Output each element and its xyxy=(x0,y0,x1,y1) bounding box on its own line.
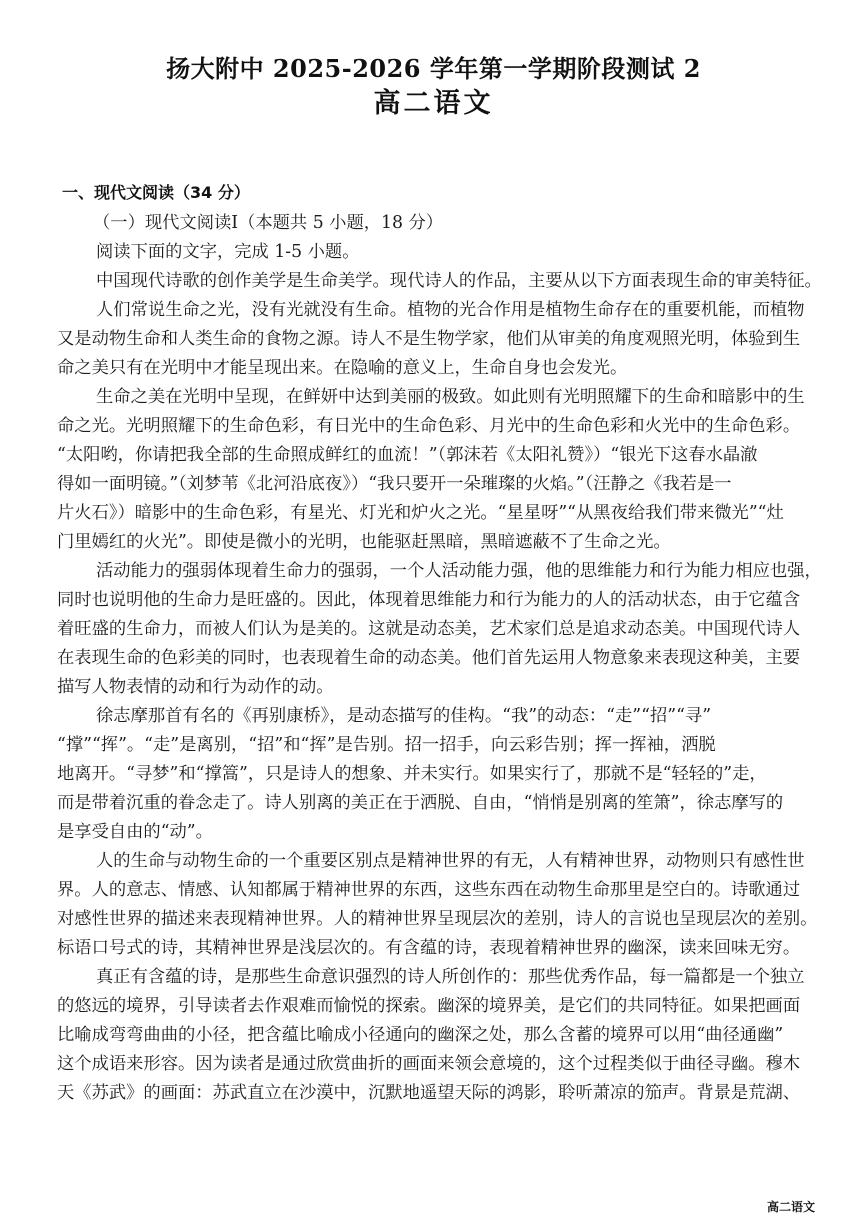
passage-line: 天《苏武》的画面：苏武直立在沙漠中，沉默地遥望天际的鸿影，聆听萧凉的笳声。背景是荒湖、 xyxy=(57,1083,801,1103)
exam-subject: 高二语文 xyxy=(373,88,494,119)
title-block xyxy=(0,52,867,122)
passage-line: 地离开。“寻梦”和“撑篙”，只是诗人的想象、并未实行。如果实行了，那就不是“轻轻的”走， xyxy=(57,764,767,784)
sub-section-heading: （一）现代文阅读Ⅰ（本题共 5 小题，18 分） xyxy=(93,213,444,233)
passage-line: 对感性世界的描述来表现精神世界。人的精神世界呈现层次的差别，诗人的言说也呈现层次的差别。 xyxy=(57,909,818,929)
passage-line: 在表现生命的色彩美的同时，也表现着生命的动态美。他们首先运用人物意象来表现这种美，主要 xyxy=(57,648,801,668)
passage-line: 而是带着沉重的眷念走了。诗人别离的美正在于洒脱、自由，“悄悄是别离的笙箫”，徐志摩写的 xyxy=(57,793,784,813)
passage-line: 同时也说明他的生命力是旺盛的。因此，体现着思维能力和行为能力的人的活动状态，由于它蕴含 xyxy=(57,590,801,610)
passage-line: 又是动物生命和人类生命的食物之源。诗人不是生物学家，他们从审美的角度观照光明，体验到生 xyxy=(57,329,801,349)
passage-line: 活动能力的强弱体现着生命力的强弱，一个人活动能力强，他的思维能力和行为能力相应也强， xyxy=(96,561,822,581)
passage-line: 中国现代诗歌的创作美学是生命美学。现代诗人的作品，主要从以下方面表现生命的审美特征。 xyxy=(96,271,822,291)
passage-line: 着旺盛的生命力，而被人们认为是美的。这就是动态美，艺术家们总是追求动态美。中国现代诗人 xyxy=(57,619,801,639)
reading-instruction: 阅读下面的文字，完成 1-5 小题。 xyxy=(96,242,360,262)
page-footer-label: 高二语文 xyxy=(766,1200,815,1214)
passage-line: 徐志摩那首有名的《再别康桥》，是动态描写的佳构。“我”的动态：“走”“招”“寻” xyxy=(96,706,712,726)
passage-line: 人们常说生命之光，没有光就没有生命。植物的光合作用是植物生命存在的重要机能，而植物 xyxy=(96,300,805,320)
passage-line: 描写人物表情的动和行为动作的动。 xyxy=(57,677,334,697)
passage-line: “撑”“挥”。“走”是离别，“招”和“挥”是告别。招一招手，向云彩告别；挥一挥袖，洒脱 xyxy=(57,735,716,755)
passage-line: 比喻成弯弯曲曲的小径，把含蕴比喻成小径通向的幽深之处，那么含蓄的境界可以用“曲径通幽” xyxy=(57,1025,784,1045)
passage-line: 标语口号式的诗，其精神世界是浅层次的。有含蕴的诗，表现着精神世界的幽深，读来回味无穷。 xyxy=(57,938,801,958)
passage-line: 命之美只有在光明中才能呈现出来。在隐喻的意义上，生命自身也会发光。 xyxy=(57,358,628,378)
passage-line: 片火石》）暗影中的生命色彩，有星光、灯光和炉火之光。“星星呀”“从黑夜给我们带来微光”“灶 xyxy=(57,503,784,523)
passage-line: 的悠远的境界，引导读者去作艰难而愉悦的探索。幽深的境界美，是它们的共同特征。如果把画面 xyxy=(57,996,801,1016)
passage-line: 命之光。光明照耀下的生命色彩，有日光中的生命色彩、月光中的生命色彩和火光中的生命色彩。 xyxy=(57,416,801,436)
passage-line: 是享受自由的“动”。 xyxy=(57,822,213,842)
passage-line: 生命之美在光明中呈现，在鲜妍中达到美丽的极致。如此则有光明照耀下的生命和暗影中的生 xyxy=(96,387,805,407)
exam-title: 扬大附中 2025-2026 学年第一学期阶段测试 2 xyxy=(166,54,701,83)
passage-line: 得如一面明镜。”（刘梦苇《北河沿底夜》）“我只要开一朵璀璨的火焰。”（汪静之《我若是一 xyxy=(57,474,732,494)
passage-line: 人的生命与动物生命的一个重要区别点是精神世界的有无，人有精神世界，动物则只有感性世 xyxy=(96,851,805,871)
passage-line: 界。人的意志、情感、认知都属于精神世界的东西，这些东西在动物生命那里是空白的。诗歌通过 xyxy=(57,880,801,900)
passage-line: 这个成语来形容。因为读者是通过欣赏曲折的画面来领会意境的，这个过程类似于曲径寻幽。穆木 xyxy=(57,1054,801,1074)
section-heading: 一、现代文阅读（34 分） xyxy=(62,183,250,202)
passage-line: 真正有含蕴的诗，是那些生命意识强烈的诗人所创作的：那些优秀作品，每一篇都是一个独立 xyxy=(96,967,805,987)
passage-line: “太阳哟，你请把我全部的生命照成鲜红的血流！”（郭沫若《太阳礼赞》）“银光下这春水晶澈 xyxy=(57,445,758,465)
passage-line: 门里嫣红的火光”。即使是微小的光明，也能驱赶黑暗，黑暗遮蔽不了生命之光。 xyxy=(57,532,671,552)
